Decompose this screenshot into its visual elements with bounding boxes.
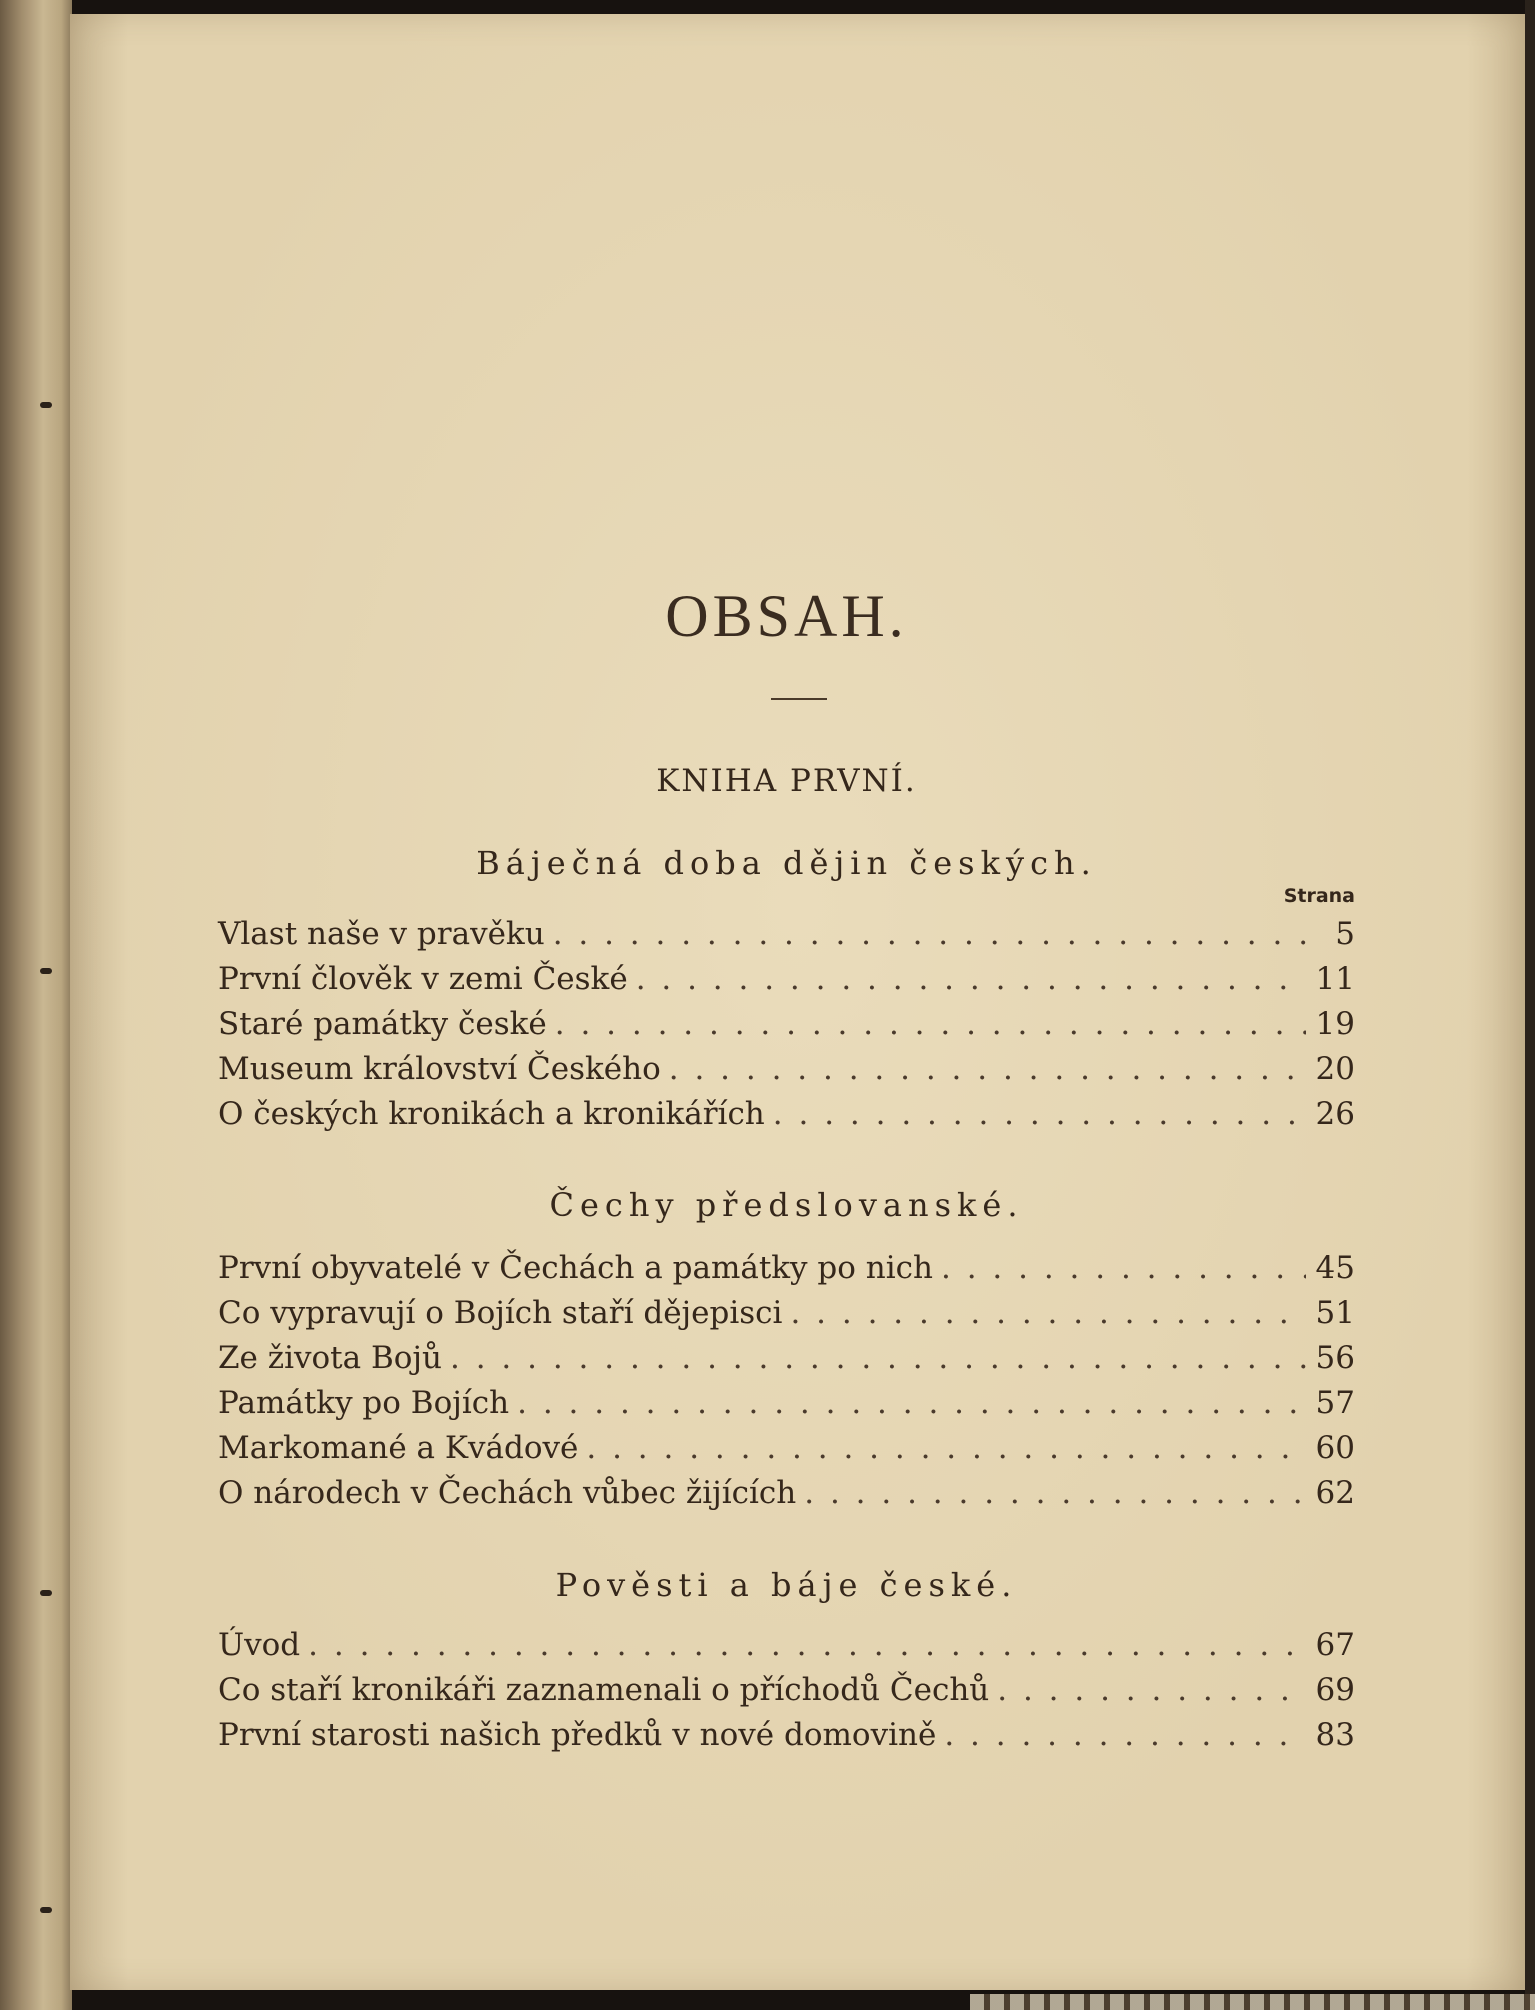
page-edge xyxy=(1525,0,1535,2010)
entry-label: Staré památky české xyxy=(218,1006,547,1042)
entry-page: 11 xyxy=(1315,961,1355,997)
toc-entry xyxy=(218,1002,1355,1047)
toc-entry xyxy=(218,1426,1355,1471)
entry-page: 19 xyxy=(1315,1006,1355,1042)
entry-label: Památky po Bojích xyxy=(218,1385,510,1421)
entry-page: 57 xyxy=(1315,1385,1355,1421)
entry-page: 67 xyxy=(1315,1627,1355,1663)
entry-label: O národech v Čechách vůbec žijících xyxy=(218,1475,797,1511)
section-heading: Báječná doba dějin českých. xyxy=(476,844,1097,882)
dot-leader xyxy=(308,1623,1305,1668)
entry-label: Museum království Českého xyxy=(218,1051,661,1087)
toc-entry xyxy=(218,1291,1355,1336)
book-binding xyxy=(0,0,72,2010)
entry-page: 5 xyxy=(1335,916,1355,952)
page-title: OBSAH. xyxy=(665,583,908,649)
page-column-label: Strana xyxy=(1283,885,1355,907)
dot-leader xyxy=(586,1426,1305,1471)
section-entries xyxy=(218,912,1355,1137)
dot-leader xyxy=(636,957,1306,1002)
dot-leader xyxy=(517,1381,1305,1426)
entry-page: 26 xyxy=(1315,1096,1355,1132)
section-entries xyxy=(218,1246,1355,1516)
book-heading: KNIHA PRVNÍ. xyxy=(656,763,917,799)
entry-label: O českých kronikách a kronikářích xyxy=(218,1096,765,1132)
entry-page: 56 xyxy=(1315,1340,1355,1376)
binding-mark xyxy=(40,402,52,408)
dot-leader xyxy=(997,1668,1305,1713)
dot-leader xyxy=(553,912,1307,957)
entry-label: První obyvatelé v Čechách a památky po nich xyxy=(218,1250,933,1286)
entry-label: Co vypravují o Bojích staří dějepisci xyxy=(218,1295,783,1331)
title-divider xyxy=(771,698,827,700)
toc-entry xyxy=(218,1471,1355,1516)
toc-entry xyxy=(218,1047,1355,1092)
entry-label: Ze života Bojů xyxy=(218,1340,442,1376)
entry-label: Markomané a Kvádové xyxy=(218,1430,579,1466)
toc-entry xyxy=(218,912,1355,957)
entry-page: 69 xyxy=(1315,1672,1355,1708)
entry-label: Co staří kronikáři zaznamenali o příchodů Čechů xyxy=(218,1672,990,1708)
section-heading: Pověsti a báje české. xyxy=(555,1566,1018,1604)
entry-label: Vlast naše v pravěku xyxy=(218,916,545,952)
toc-entry xyxy=(218,1336,1355,1381)
dot-leader xyxy=(941,1246,1306,1291)
binding-mark xyxy=(40,1907,52,1913)
dot-leader xyxy=(669,1047,1306,1092)
paper xyxy=(70,14,1525,1990)
dot-leader xyxy=(804,1471,1305,1516)
entry-page: 62 xyxy=(1315,1475,1355,1511)
entry-page: 45 xyxy=(1315,1250,1355,1286)
dot-leader xyxy=(790,1291,1305,1336)
scan-edge-strip xyxy=(970,1994,1535,2010)
toc-entry xyxy=(218,1713,1355,1758)
dot-leader xyxy=(773,1092,1306,1137)
binding-mark xyxy=(40,968,52,974)
entry-label: První člověk v zemi České xyxy=(218,961,628,997)
toc-entry xyxy=(218,1668,1355,1713)
section-heading: Čechy předslovanské. xyxy=(549,1186,1024,1224)
binding-mark xyxy=(40,1590,52,1596)
entry-label: První starosti našich předků v nové domovině xyxy=(218,1717,937,1753)
entry-label: Úvod xyxy=(218,1627,301,1663)
toc-entry xyxy=(218,957,1355,1002)
toc-entry xyxy=(218,1092,1355,1137)
toc-entry xyxy=(218,1246,1355,1291)
dot-leader xyxy=(450,1336,1306,1381)
toc-entry xyxy=(218,1381,1355,1426)
dot-leader xyxy=(944,1713,1305,1758)
entry-page: 83 xyxy=(1315,1717,1355,1753)
toc-entry xyxy=(218,1623,1355,1668)
entry-page: 60 xyxy=(1315,1430,1355,1466)
dot-leader xyxy=(555,1002,1306,1047)
section-entries xyxy=(218,1623,1355,1758)
entry-page: 51 xyxy=(1315,1295,1355,1331)
entry-page: 20 xyxy=(1315,1051,1355,1087)
